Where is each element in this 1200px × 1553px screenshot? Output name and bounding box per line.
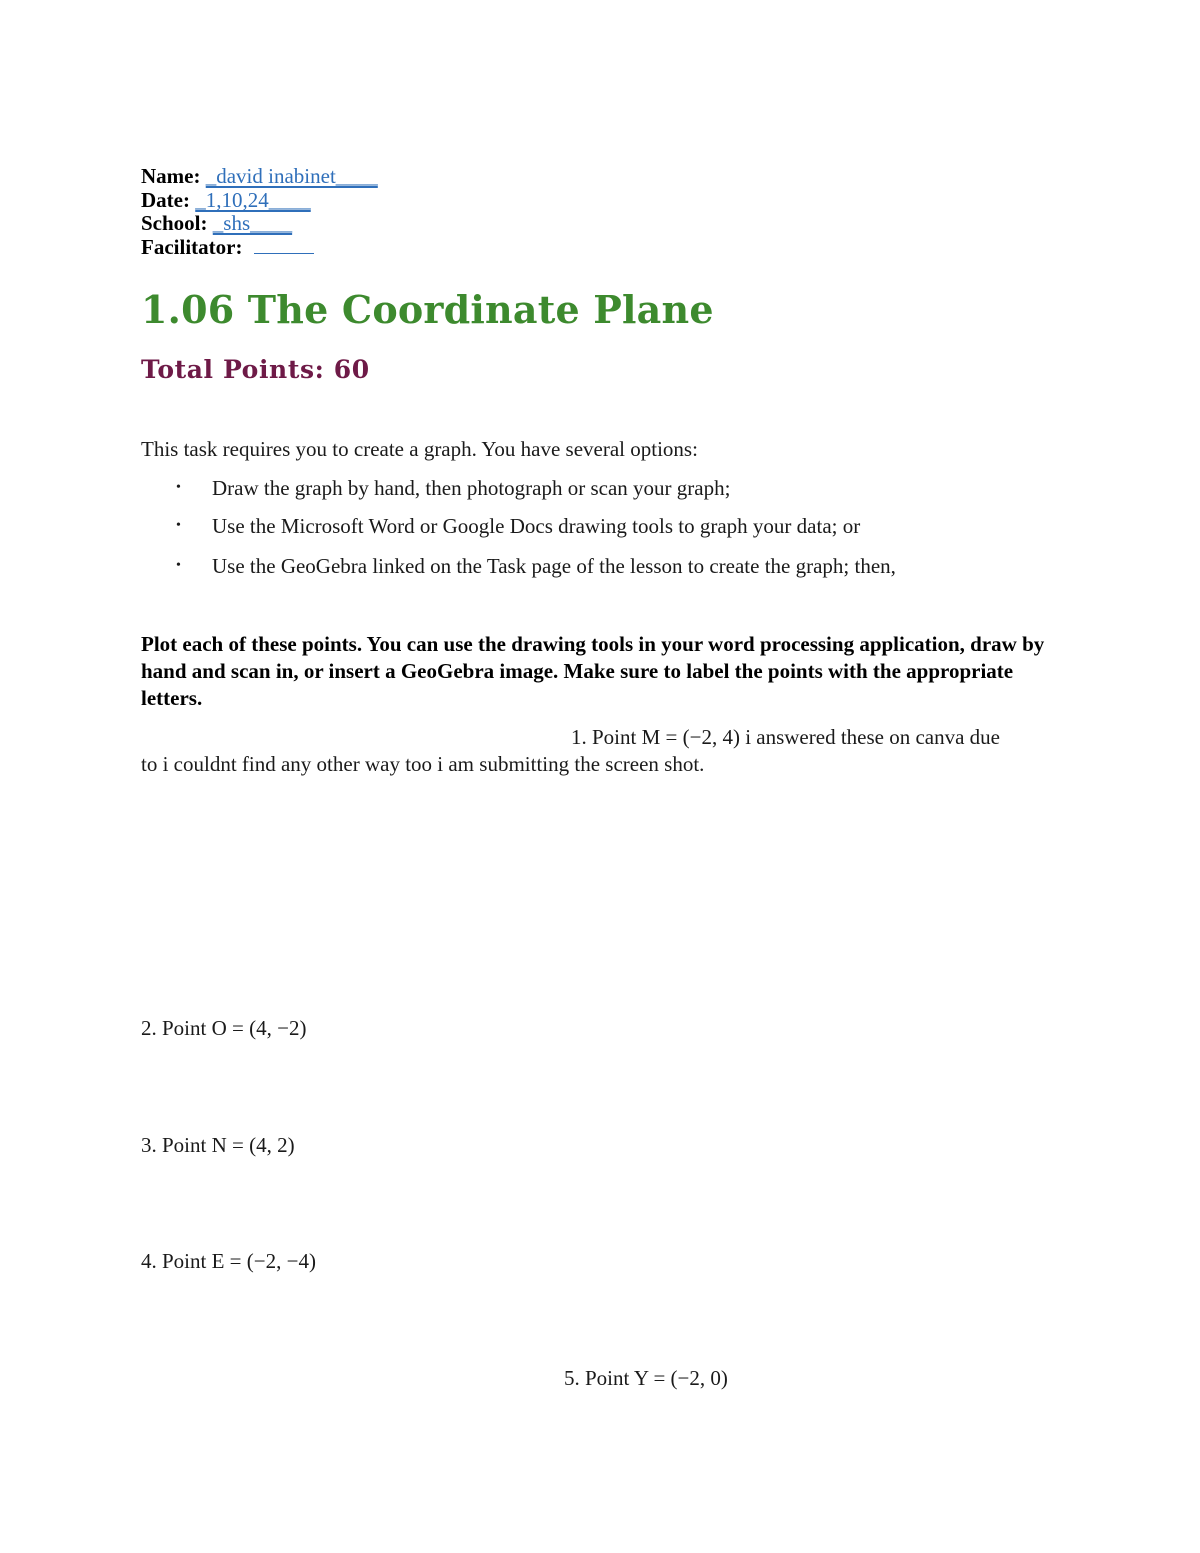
date-label: Date: (141, 188, 190, 212)
bullet-icon: • (176, 480, 181, 495)
name-value[interactable]: _david inabinet____ (205, 164, 378, 188)
point-o: 2. Point O = (4, −2) (141, 1016, 307, 1040)
facilitator-blank[interactable] (254, 235, 314, 254)
date-value[interactable]: _1,10,24____ (195, 188, 311, 212)
point-m: 1. Point M = (−2, 4) i answered these on canva due (571, 725, 1001, 749)
point-m-note: to i couldnt find any other way too i am submitting the screen shot. (141, 752, 705, 776)
option-text: Draw the graph by hand, then photograph or scan your graph; (212, 476, 731, 500)
name-field (141, 164, 378, 188)
school-field (141, 211, 292, 235)
instructions-text: Plot each of these points. You can use the drawing tools in your word processing application, draw by hand and scan in, or insert a GeoGebra image. Make sure to label the points with the appropriate letters. (141, 632, 1045, 710)
school-value[interactable]: _shs____ (212, 211, 293, 235)
facilitator-field (141, 235, 314, 259)
total-points: Total Points: 60 (141, 355, 370, 384)
name-label: Name: (141, 164, 201, 188)
list-item (176, 513, 1076, 539)
option-text: Use the GeoGebra linked on the Task page of the lesson to create the graph; then, (212, 554, 896, 578)
point-e: 4. Point E = (−2, −4) (141, 1249, 316, 1273)
list-item (176, 553, 1076, 579)
page-title: 1.06 The Coordinate Plane (141, 287, 714, 332)
point-y: 5. Point Y = (−2, 0) (564, 1366, 728, 1390)
intro-text: This task requires you to create a graph. You have several options: (141, 437, 698, 461)
point-n: 3. Point N = (4, 2) (141, 1133, 295, 1157)
bullet-icon: • (176, 558, 181, 573)
date-field (141, 188, 311, 212)
school-label: School: (141, 211, 208, 235)
option-text: Use the Microsoft Word or Google Docs drawing tools to graph your data; or (212, 514, 861, 538)
bullet-icon: • (176, 518, 181, 533)
list-item (176, 475, 1076, 501)
facilitator-label: Facilitator: (141, 235, 243, 259)
